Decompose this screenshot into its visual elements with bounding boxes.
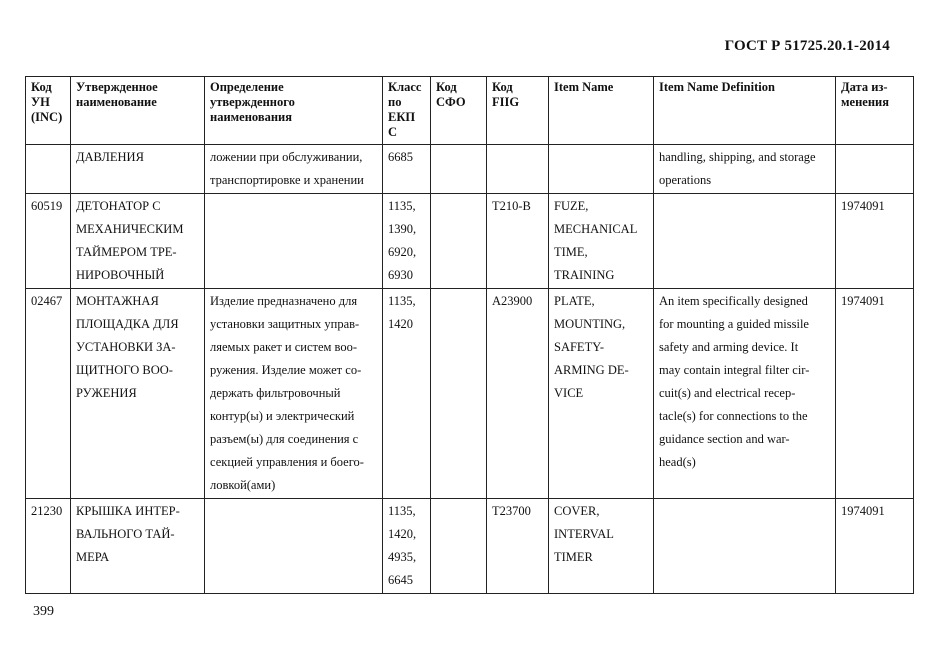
cell-date: 1974091 xyxy=(836,289,914,499)
col-header-fiig: Код FIIG xyxy=(487,77,549,145)
cell-item-name: FUZE, MECHANICAL TIME, TRAINING xyxy=(549,194,654,289)
cell-name: ДЕТОНАТОР С МЕХАНИЧЕСКИМ ТАЙМЕРОМ ТРЕ- НИРОВОЧНЫЙ xyxy=(71,194,205,289)
cell-fiig xyxy=(487,145,549,194)
col-header-date: Дата из- менения xyxy=(836,77,914,145)
cell-name: КРЫШКА ИНТЕР- ВАЛЬНОГО ТАЙ- МЕРА xyxy=(71,499,205,594)
table-row xyxy=(26,145,914,194)
cell-sfo xyxy=(431,145,487,194)
col-header-item-definition: Item Name Definition xyxy=(654,77,836,145)
cell-fiig: T23700 xyxy=(487,499,549,594)
col-header-approved-name: Утвержденное наименование xyxy=(71,77,205,145)
table-row xyxy=(26,499,914,594)
table-row xyxy=(26,194,914,289)
col-header-definition: Определение утвержденного наименования xyxy=(205,77,383,145)
cell-item-definition xyxy=(654,194,836,289)
cell-inc: 21230 xyxy=(26,499,71,594)
cell-name: ДАВЛЕНИЯ xyxy=(71,145,205,194)
cell-class: 1135, 1420, 4935, 6645 xyxy=(383,499,431,594)
page-number: 399 xyxy=(33,604,54,619)
cell-date xyxy=(836,145,914,194)
col-header-class: Класс по ЕКП С xyxy=(383,77,431,145)
cell-fiig: A23900 xyxy=(487,289,549,499)
cell-date: 1974091 xyxy=(836,194,914,289)
cell-sfo xyxy=(431,289,487,499)
cell-item-name: PLATE, MOUNTING, SAFETY- ARMING DE- VICE xyxy=(549,289,654,499)
cell-inc: 02467 xyxy=(26,289,71,499)
cell-definition xyxy=(205,194,383,289)
cell-item-name xyxy=(549,145,654,194)
col-header-item-name: Item Name xyxy=(549,77,654,145)
cell-definition xyxy=(205,499,383,594)
col-header-sfo: Код СФО xyxy=(431,77,487,145)
cell-sfo xyxy=(431,194,487,289)
cell-definition: Изделие предназначено для установки защитных управ- ляемых ракет и систем воо- ружения. Изделие может со- держать фильтровочный контур(ы) и электрический разъем(ы) для соединения с секцией управления и боего- ловкой(ами) xyxy=(205,289,383,499)
cell-item-definition xyxy=(654,499,836,594)
cell-inc xyxy=(26,145,71,194)
cell-sfo xyxy=(431,499,487,594)
cell-inc: 60519 xyxy=(26,194,71,289)
cell-item-definition: handling, shipping, and storage operations xyxy=(654,145,836,194)
cell-class: 1135, 1390, 6920, 6930 xyxy=(383,194,431,289)
col-header-inc: Код УН (INC) xyxy=(26,77,71,145)
cell-class: 1135, 1420 xyxy=(383,289,431,499)
cell-class: 6685 xyxy=(383,145,431,194)
document-standard-code: ГОСТ Р 51725.20.1-2014 xyxy=(724,38,890,54)
cell-date: 1974091 xyxy=(836,499,914,594)
cell-fiig: T210-B xyxy=(487,194,549,289)
cell-item-name: COVER, INTERVAL TIMER xyxy=(549,499,654,594)
cell-item-definition: An item specifically designed for mounting a guided missile safety and arming device. It may contain integral filter cir- cuit(s) and electrical recep- tacle(s) for connections to the guidance section and war- head(s) xyxy=(654,289,836,499)
cell-name: МОНТАЖНАЯ ПЛОЩАДКА ДЛЯ УСТАНОВКИ ЗА- ЩИТНОГО ВОО- РУЖЕНИЯ xyxy=(71,289,205,499)
table-header-row xyxy=(26,77,914,145)
table-row xyxy=(26,289,914,499)
nomenclature-table xyxy=(25,76,914,594)
cell-definition: ложении при обслуживании, транспортировке и хранении xyxy=(205,145,383,194)
